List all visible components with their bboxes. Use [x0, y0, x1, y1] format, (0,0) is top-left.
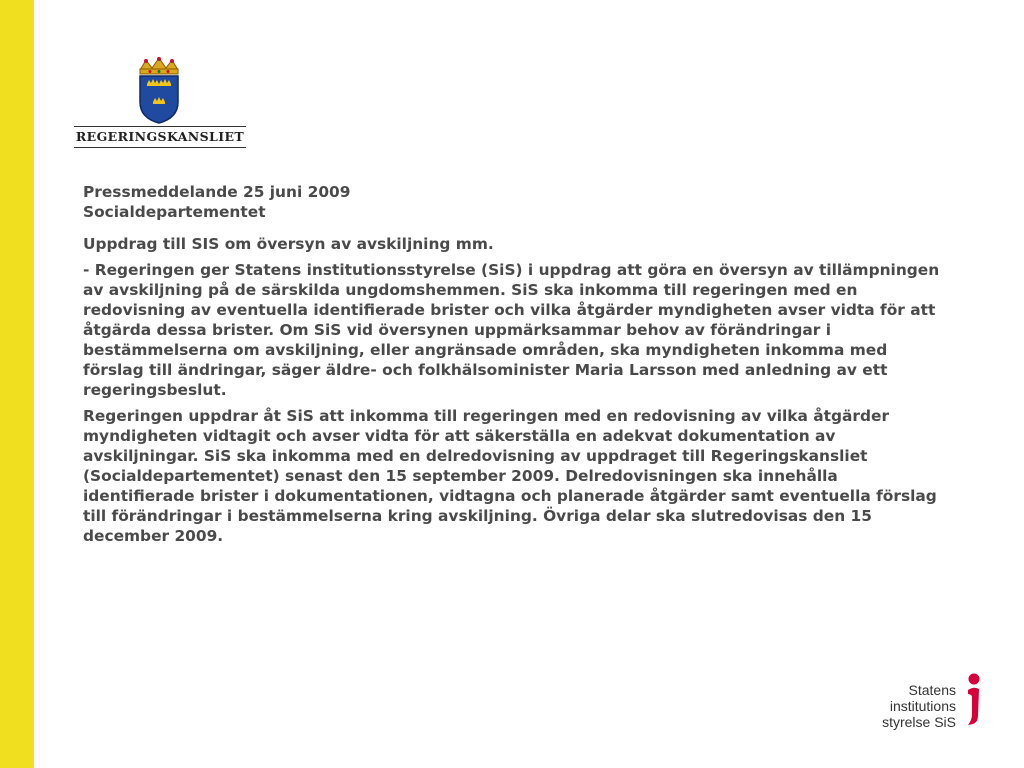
- regeringskansliet-logo: [72, 56, 248, 150]
- sis-logo: [872, 672, 982, 736]
- press-release-body: [83, 182, 943, 546]
- department-name: Socialdepartementet: [83, 203, 266, 221]
- press-date-line: Pressmeddelande 25 juni 2009: [83, 183, 351, 201]
- sis-wordmark: [882, 682, 956, 730]
- sis-i-icon: [964, 672, 982, 732]
- regeringskansliet-wordmark: REGERINGSKANSLIET: [74, 126, 246, 148]
- side-accent-bar: [0, 0, 34, 768]
- sis-line-1: Statens: [908, 682, 956, 698]
- paragraph-1: - Regeringen ger Statens institutionsstyrelse (SiS) i uppdrag att göra en översyn av tillämpningen av avskiljning på de särskilda ungdomshemmen. SiS ska inkomma till regeringen med en redovisning av eventuella identifierade brister och vilka åtgärder myndigheten avser vidta för att åtgärda dessa brister. Om SiS vid översynen uppmärksammar behov av förändringar i bestämmelserna om avskiljning, eller angränsade områden, ska myndigheten inkomma med förslag till ändringar, säger äldre- och folkhälsominister Maria Larsson med anledning av ett regeringsbeslut.: [83, 261, 940, 399]
- headline: Uppdrag till SIS om översyn av avskiljning mm.: [83, 235, 494, 253]
- sis-line-3: styrelse SiS: [882, 714, 956, 730]
- paragraph-2: Regeringen uppdrar åt SiS att inkomma till regeringen med en redovisning av vilka åtgärder myndigheten vidtagit och avser vidta för att säkerställa en adekvat dokumentation av avskiljningar. SiS ska inkomma med en delredovisning av uppdraget till Regeringskansliet (Socialdepartementet) senast den 15 september 2009. Delredovisningen ska innehålla identifierade brister i dokumentationen, vidtagna och planerade åtgärder samt eventuella förslag till förändringar i bestämmelserna kring avskiljning. Övriga delar ska slutredovisas den 15 december 2009.: [83, 407, 937, 545]
- sis-line-2: institutions: [889, 698, 956, 714]
- swedish-crown-coat-of-arms-icon: [126, 56, 192, 124]
